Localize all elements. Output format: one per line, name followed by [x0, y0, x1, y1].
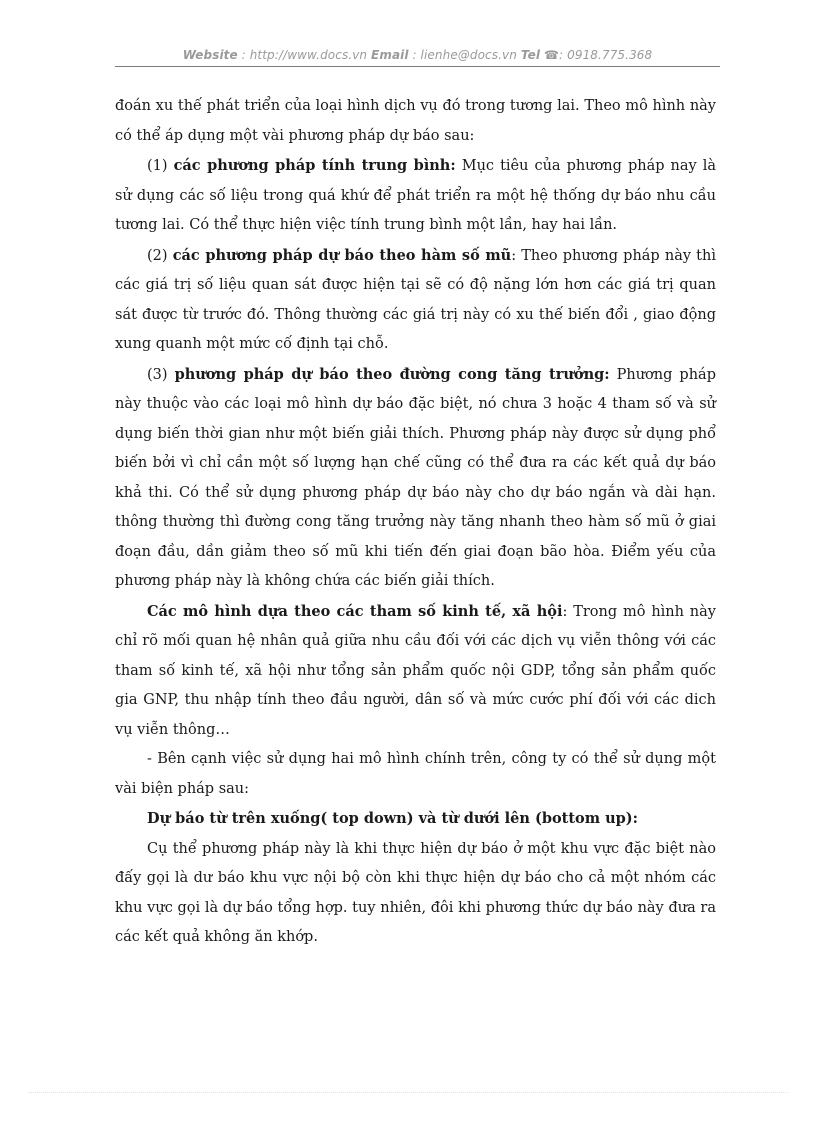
website-value[interactable]: : http://www.docs.vn [241, 48, 368, 62]
paragraph-text: Cụ thể phương pháp này là khi thực hiện dự báo ở một khu vực đặc biệt nào đấy gọi là dư báo khu vực nội bộ còn khi thực hiện dự báo cho cả một nhóm các khu vực gọi là dự báo tổng hợp. tuy nhiên, đôi khi phương thức dự báo này đưa ra các kết quả không ăn khớp. [115, 840, 716, 945]
footer-divider [28, 1092, 788, 1093]
paragraph-additional-methods [115, 745, 716, 804]
paragraph-heading: các phương pháp dự báo theo hàm số mũ [172, 246, 512, 264]
paragraph-number: (2) [147, 247, 173, 264]
paragraph-heading: phương pháp dự báo theo đường cong tăng trưởng: [174, 365, 610, 383]
paragraph-top-down-bottom-up [115, 835, 716, 953]
document-body [115, 92, 716, 953]
website-label: Website [182, 48, 238, 62]
paragraph-text: : Theo phương pháp này thì các giá trị số liệu quan sát được hiện tại sẽ có độ nặng lớn hơn các giá trị quan sát được từ trước đó. Thông thường các giá trị này có xu thế biến đổi , giao động xung quanh một mức cố định tại chỗ. [115, 247, 716, 352]
paragraph-heading: Các mô hình dựa theo các tham số kinh tế, xã hội [147, 602, 563, 620]
header-divider [115, 66, 720, 67]
section-heading-top-down-bottom-up [115, 804, 716, 835]
tel-label: Tel [520, 48, 541, 62]
email-label: Email [371, 48, 409, 62]
paragraph-heading: các phương pháp tính trung bình: [173, 157, 456, 174]
paragraph-method-3 [115, 360, 716, 597]
paragraph-number: (3) [147, 366, 175, 383]
paragraph-number: (1) [147, 158, 174, 174]
paragraph-intro [115, 92, 716, 151]
page-header [115, 48, 720, 62]
paragraph-economic-models [115, 597, 716, 746]
paragraph-text: : Trong mô hình này chỉ rõ mối quan hệ nhân quả giữa nhu cầu đối với các dịch vụ viễn thông với các tham số kinh tế, xã hội như tổng sản phẩm quốc nội GDP, tổng sản phẩm quốc gia GNP, thu nhập tính theo đầu người, dân số và mức cước phí đối với các dich vụ viễn thông… [115, 603, 716, 738]
paragraph-method-1 [115, 151, 716, 241]
section-heading: Dự báo từ trên xuống( top down) và từ dưới lên (bottom up): [147, 810, 639, 827]
email-value[interactable]: : lienhe@docs.vn [412, 48, 517, 62]
paragraph-text: đoán xu thế phát triển của loại hình dịch vụ đó trong tương lai. Theo mô hình này có thể áp dụng một vài phương pháp dự báo sau: [115, 98, 716, 144]
paragraph-text: Mục tiêu của phương pháp nay là sử dụng các số liệu trong quá khứ để phát triển ra một hệ thống dự báo nhu cầu tương lai. Có thể thực hiện việc tính trung bình một lần, hay hai lần. [115, 158, 717, 233]
paragraph-method-2 [115, 241, 716, 360]
paragraph-text: - Bên cạnh việc sử dụng hai mô hình chính trên, công ty có thể sử dụng một vài biện pháp sau: [115, 751, 716, 797]
phone-icon: ☎ [543, 48, 560, 62]
tel-value: : 0918.775.368 [559, 48, 653, 62]
paragraph-text: Phương pháp này thuộc vào các loại mô hình dự báo đặc biệt, nó chưa 3 hoặc 4 tham số và sử dụng biến thời gian như một biến giải thích. Phương pháp này được sử dụng phổ biến bởi vì chỉ cần một số lượng hạn chế cũng có thể đưa ra các kết quả dự báo khả thi. Có thể sử dụng phương pháp dự báo này cho dự báo ngắn và dài hạn. thông thường thì đường cong tăng trưởng này tăng nhanh theo hàm số mũ ở giai đoạn đầu, dần giảm theo số mũ khi tiến đến giai đoạn bão hòa. Điểm yếu của phương pháp này là không chứa các biến giải thích. [115, 366, 716, 589]
